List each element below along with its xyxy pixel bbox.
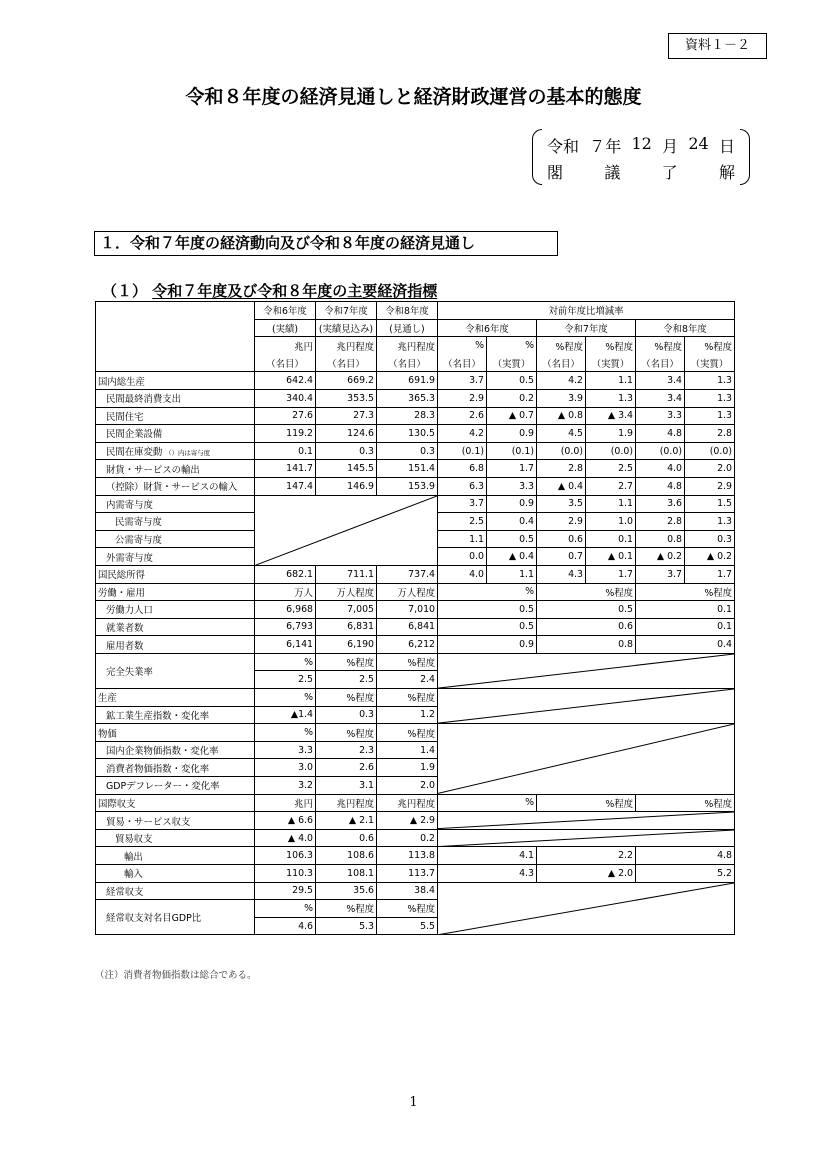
- cell: 1.9: [377, 759, 438, 777]
- cell: 353.5: [316, 389, 377, 407]
- subsection-heading: [102, 280, 437, 301]
- cell: 691.9: [377, 372, 438, 390]
- cell: 0.6: [537, 530, 586, 548]
- cell: 119.2: [255, 425, 316, 443]
- cell: 3.0: [255, 759, 316, 777]
- cell: 3.2: [255, 777, 316, 795]
- cell: 27.3: [316, 407, 377, 425]
- date-part: 24: [688, 134, 709, 153]
- cell: 130.5: [377, 425, 438, 443]
- unit: %程度: [537, 583, 636, 601]
- row-label: 公需寄与度: [96, 530, 255, 548]
- cell: 2.2: [537, 847, 636, 865]
- table-row: [96, 865, 735, 883]
- unit: %程度: [316, 900, 377, 918]
- cell: 0.3: [316, 706, 377, 724]
- col-sub: (見通し): [377, 319, 438, 337]
- cell: 4.6: [255, 917, 316, 935]
- cell: 4.3: [438, 865, 537, 883]
- row-label: 国民総所得: [96, 565, 255, 583]
- cell: ▲ 2.1: [316, 812, 377, 830]
- cabinet-decision: [547, 160, 735, 183]
- table-row: [96, 583, 735, 601]
- cell: 6,831: [316, 618, 377, 636]
- cell: ▲ 6.6: [255, 812, 316, 830]
- cell: (0.1): [438, 442, 487, 460]
- cell: 113.8: [377, 847, 438, 865]
- table-footnote: （注）消費者物価指数は総合である。: [95, 970, 257, 981]
- cell: 0.3: [685, 530, 735, 548]
- cell: ▲1.4: [255, 706, 316, 724]
- col-fy8: 令和8年度: [377, 302, 438, 320]
- row-label: 雇用者数: [96, 636, 255, 654]
- cell: 2.9: [438, 389, 487, 407]
- table-row: [96, 442, 735, 460]
- cell: 3.3: [636, 407, 685, 425]
- cell: 6.3: [438, 477, 487, 495]
- cell: 1.9: [586, 425, 636, 443]
- real-label: （実質）: [487, 354, 537, 372]
- table-row: [96, 460, 735, 478]
- unit: %程度: [586, 337, 636, 355]
- row-label: GDPデフレーター・変化率: [96, 777, 255, 795]
- cell: 6,841: [377, 618, 438, 636]
- section-heading: １．令和７年度の経済動向及び令和８年度の経済見通し: [94, 231, 558, 256]
- cell: 2.0: [685, 460, 735, 478]
- cabinet-date: [547, 134, 735, 157]
- cell: 4.8: [636, 477, 685, 495]
- decision-char: 閣: [547, 163, 564, 182]
- cell: 6,793: [255, 618, 316, 636]
- diagonal-blank-cell: [438, 689, 735, 724]
- cell: 27.6: [255, 407, 316, 425]
- unit: %程度: [316, 653, 377, 671]
- col-fy7: 令和7年度: [316, 302, 377, 320]
- cell: 0.8: [636, 530, 685, 548]
- cell: 5.2: [636, 865, 735, 883]
- diagonal-blank-cell: [255, 495, 438, 565]
- cell: 2.9: [685, 477, 735, 495]
- table-row: [96, 882, 735, 900]
- cell: 3.6: [636, 495, 685, 513]
- table-row: [96, 689, 735, 707]
- cell: 29.5: [255, 882, 316, 900]
- row-label: 民間最終消費支出: [96, 389, 255, 407]
- cell: 2.7: [586, 477, 636, 495]
- table-row: [96, 565, 735, 583]
- cell: (0.0): [636, 442, 685, 460]
- cell: 5.3: [316, 917, 377, 935]
- row-label: 経常収支対名目GDP比: [96, 900, 255, 935]
- cabinet-decision-stamp: [532, 129, 750, 185]
- cell: 1.4: [377, 741, 438, 759]
- cell: 711.1: [316, 565, 377, 583]
- cell: 3.9: [537, 389, 586, 407]
- unit: %: [255, 724, 316, 742]
- decision-char: 議: [604, 163, 621, 182]
- row-label: 輸出: [96, 847, 255, 865]
- row-label: 国際収支: [96, 794, 255, 812]
- cell: 110.3: [255, 865, 316, 883]
- cell: 1.3: [586, 389, 636, 407]
- row-label: （控除）財貨・サービスの輸入: [96, 477, 255, 495]
- col-growth-fy8: 令和8年度: [636, 319, 735, 337]
- table-row: [96, 389, 735, 407]
- cell: 38.4: [377, 882, 438, 900]
- diagonal-blank-cell: [438, 882, 735, 935]
- cell: (0.1): [487, 442, 537, 460]
- cell: 28.3: [377, 407, 438, 425]
- unit: %程度: [636, 794, 735, 812]
- row-label: 民間企業設備: [96, 425, 255, 443]
- row-label: 就業者数: [96, 618, 255, 636]
- cell: 5.5: [377, 917, 438, 935]
- real-label: （実質）: [685, 354, 735, 372]
- nominal-label: （名目）: [636, 354, 685, 372]
- row-label: 物価: [96, 724, 255, 742]
- cell: ▲ 4.0: [255, 829, 316, 847]
- cell: 6.8: [438, 460, 487, 478]
- cell: 3.7: [438, 495, 487, 513]
- cell: 108.1: [316, 865, 377, 883]
- cell: 2.8: [685, 425, 735, 443]
- cell: 1.0: [586, 513, 636, 531]
- cell: 3.4: [636, 372, 685, 390]
- left-bracket: [532, 129, 542, 185]
- date-part: 12: [631, 134, 652, 153]
- cell: ▲ 3.4: [586, 407, 636, 425]
- cell: (0.0): [685, 442, 735, 460]
- unit: %: [438, 583, 537, 601]
- cell: 669.2: [316, 372, 377, 390]
- nominal-label: （名目）: [255, 354, 316, 372]
- unit: %程度: [636, 337, 685, 355]
- nominal-label: （名目）: [316, 354, 377, 372]
- cell: 7,005: [316, 601, 377, 619]
- col-growth-fy6: 令和6年度: [438, 319, 537, 337]
- date-part: 月: [662, 137, 679, 156]
- table-row: [96, 495, 735, 513]
- row-label-text: 民間在庫変動: [106, 447, 163, 459]
- cell: 0.4: [487, 513, 537, 531]
- cell: 2.5: [255, 671, 316, 689]
- unit: %程度: [537, 794, 636, 812]
- cell: 6,141: [255, 636, 316, 654]
- cell: 146.9: [316, 477, 377, 495]
- cell: 147.4: [255, 477, 316, 495]
- unit: 兆円: [255, 337, 316, 355]
- cell: 0.9: [487, 425, 537, 443]
- cell: 2.8: [636, 513, 685, 531]
- decision-char: 解: [718, 163, 735, 182]
- cell: 4.2: [537, 372, 586, 390]
- col-sub: (実績): [255, 319, 316, 337]
- cell: 365.3: [377, 389, 438, 407]
- document-reference-label: 資料１－２: [668, 33, 767, 59]
- unit: %: [255, 653, 316, 671]
- cell: ▲ 2.9: [377, 812, 438, 830]
- cell: 0.9: [487, 495, 537, 513]
- cell: 6,190: [316, 636, 377, 654]
- row-label: 鉱工業生産指数・変化率: [96, 706, 255, 724]
- unit: 兆円程度: [377, 794, 438, 812]
- cell: 153.9: [377, 477, 438, 495]
- cell: (0.0): [537, 442, 586, 460]
- page-title: 令和８年度の経済見通しと経済財政運営の基本的態度: [185, 86, 642, 108]
- cell: 340.4: [255, 389, 316, 407]
- cell: 0.2: [377, 829, 438, 847]
- row-label: 経常収支: [96, 882, 255, 900]
- cell: ▲ 0.8: [537, 407, 586, 425]
- cell: 3.5: [537, 495, 586, 513]
- cell: (0.0): [586, 442, 636, 460]
- cell: 151.4: [377, 460, 438, 478]
- cell: 1.1: [438, 530, 487, 548]
- diagonal-blank-cell: [438, 829, 735, 847]
- cell: 2.8: [537, 460, 586, 478]
- economic-indicators-table: [95, 301, 735, 935]
- table-row: [96, 425, 735, 443]
- col-fy6: 令和6年度: [255, 302, 316, 320]
- cell: 1.7: [586, 565, 636, 583]
- cell: 0.5: [438, 601, 537, 619]
- row-label: 外需寄与度: [96, 548, 255, 566]
- header-blank: [96, 302, 255, 372]
- cell: 3.7: [636, 565, 685, 583]
- table-row: [96, 847, 735, 865]
- unit: %: [438, 794, 537, 812]
- unit: %程度: [316, 689, 377, 707]
- cell: 0.5: [487, 530, 537, 548]
- cell: 0.1: [636, 601, 735, 619]
- cell: 2.5: [586, 460, 636, 478]
- unit: 万人程度: [377, 583, 438, 601]
- nominal-label: （名目）: [438, 354, 487, 372]
- subsection-number: （１）: [102, 282, 148, 300]
- row-note: （）内は寄与度: [165, 449, 210, 458]
- cell: 0.0: [438, 548, 487, 566]
- cell: 35.6: [316, 882, 377, 900]
- cell: 106.3: [255, 847, 316, 865]
- cell: 4.0: [438, 565, 487, 583]
- cell: 2.5: [316, 671, 377, 689]
- nominal-label: （名目）: [377, 354, 438, 372]
- table-row: [96, 618, 735, 636]
- col-sub: (実績見込み): [316, 319, 377, 337]
- cell: ▲ 0.4: [537, 477, 586, 495]
- cell: 0.6: [316, 829, 377, 847]
- cell: 1.2: [377, 706, 438, 724]
- cell: 0.4: [636, 636, 735, 654]
- cell: ▲ 0.1: [586, 548, 636, 566]
- cell: 2.4: [377, 671, 438, 689]
- cell: 0.5: [487, 372, 537, 390]
- cell: 2.0: [377, 777, 438, 795]
- unit: %程度: [537, 337, 586, 355]
- cell: 1.1: [586, 495, 636, 513]
- unit: 兆円程度: [316, 337, 377, 355]
- cell: 1.7: [487, 460, 537, 478]
- unit: 万人程度: [316, 583, 377, 601]
- unit: %程度: [685, 337, 735, 355]
- diagonal-blank-cell: [438, 653, 735, 688]
- table-row: [96, 829, 735, 847]
- cell: ▲ 0.2: [636, 548, 685, 566]
- unit: %程度: [636, 583, 735, 601]
- cell: 0.3: [316, 442, 377, 460]
- cell: 2.6: [316, 759, 377, 777]
- table-row: [96, 794, 735, 812]
- row-label: 国内企業物価指数・変化率: [96, 741, 255, 759]
- table-row: [96, 812, 735, 830]
- cell: 6,212: [377, 636, 438, 654]
- unit: %: [255, 900, 316, 918]
- unit: 兆円程度: [377, 337, 438, 355]
- col-growth-fy7: 令和7年度: [537, 319, 636, 337]
- cell: 3.4: [636, 389, 685, 407]
- cell: 0.3: [377, 442, 438, 460]
- cell: 145.5: [316, 460, 377, 478]
- cell: 0.5: [438, 618, 537, 636]
- row-label: 貿易収支: [96, 829, 255, 847]
- cell: 1.1: [487, 565, 537, 583]
- cell: 4.2: [438, 425, 487, 443]
- unit: 兆円程度: [316, 794, 377, 812]
- cell: 4.8: [636, 425, 685, 443]
- cell: 4.5: [537, 425, 586, 443]
- date-part: ７年: [589, 137, 622, 156]
- unit: %: [438, 337, 487, 355]
- cell: 7,010: [377, 601, 438, 619]
- cell: 0.7: [537, 548, 586, 566]
- col-growth: 対前年度比増減率: [438, 302, 735, 320]
- cell: 113.7: [377, 865, 438, 883]
- cell: 3.3: [487, 477, 537, 495]
- unit: 万人: [255, 583, 316, 601]
- unit: %程度: [377, 900, 438, 918]
- row-label: 生産: [96, 689, 255, 707]
- cell: 2.6: [438, 407, 487, 425]
- table-row: [96, 477, 735, 495]
- cell: 124.6: [316, 425, 377, 443]
- table-row: [96, 372, 735, 390]
- cell: 108.6: [316, 847, 377, 865]
- cell: 1.3: [685, 513, 735, 531]
- unit: %: [487, 337, 537, 355]
- row-label: 民需寄与度: [96, 513, 255, 531]
- decision-char: 了: [661, 163, 678, 182]
- diagonal-blank-cell: [438, 724, 735, 794]
- unit: %程度: [377, 689, 438, 707]
- row-label: 消費者物価指数・変化率: [96, 759, 255, 777]
- table-row: [96, 601, 735, 619]
- cell: 3.3: [255, 741, 316, 759]
- cell: 682.1: [255, 565, 316, 583]
- row-label: 内需寄与度: [96, 495, 255, 513]
- cell: 1.1: [586, 372, 636, 390]
- cell: ▲ 0.4: [487, 548, 537, 566]
- cell: 141.7: [255, 460, 316, 478]
- row-label: 貿易・サービス収支: [96, 812, 255, 830]
- table-row: [96, 653, 735, 671]
- row-label: 輸入: [96, 865, 255, 883]
- row-label: 民間住宅: [96, 407, 255, 425]
- cell: 1.3: [685, 407, 735, 425]
- cell: 1.5: [685, 495, 735, 513]
- date-part: 日: [718, 137, 735, 156]
- unit: %程度: [377, 724, 438, 742]
- cell: 2.5: [438, 513, 487, 531]
- unit: %程度: [316, 724, 377, 742]
- cell: 4.3: [537, 565, 586, 583]
- table-row: [96, 636, 735, 654]
- page-number: 1: [409, 1095, 418, 1110]
- nominal-label: （名目）: [537, 354, 586, 372]
- cell: 0.6: [537, 618, 636, 636]
- cell: 642.4: [255, 372, 316, 390]
- right-bracket: [740, 129, 750, 185]
- row-label: 財貨・サービスの輸出: [96, 460, 255, 478]
- cell: 4.1: [438, 847, 537, 865]
- date-part: 令和: [547, 137, 580, 156]
- cell: 737.4: [377, 565, 438, 583]
- cell: 3.7: [438, 372, 487, 390]
- cell: 0.1: [586, 530, 636, 548]
- subsection-title: 令和７年度及び令和８年度の主要経済指標: [152, 282, 438, 300]
- cell: ▲ 0.2: [685, 548, 735, 566]
- cell: 1.7: [685, 565, 735, 583]
- unit: %: [255, 689, 316, 707]
- row-label: 完全失業率: [96, 653, 255, 688]
- cell: 0.1: [636, 618, 735, 636]
- cell: 0.8: [537, 636, 636, 654]
- table-row: [96, 407, 735, 425]
- cell: ▲ 0.7: [487, 407, 537, 425]
- cell: 2.3: [316, 741, 377, 759]
- cell: 0.1: [255, 442, 316, 460]
- header-row: [96, 302, 735, 320]
- row-label: 労働・雇用: [96, 583, 255, 601]
- real-label: （実質）: [586, 354, 636, 372]
- cell: 3.1: [316, 777, 377, 795]
- diagonal-blank-cell: [438, 812, 735, 830]
- cell: 0.2: [487, 389, 537, 407]
- cell: 4.8: [636, 847, 735, 865]
- cell: 0.9: [438, 636, 537, 654]
- cell: 1.3: [685, 372, 735, 390]
- row-label: 労働力人口: [96, 601, 255, 619]
- cell: 4.0: [636, 460, 685, 478]
- cell: 0.5: [537, 601, 636, 619]
- row-label: 国内総生産: [96, 372, 255, 390]
- row-label: [96, 442, 255, 460]
- unit: 兆円: [255, 794, 316, 812]
- table-row: [96, 724, 735, 742]
- cell: ▲ 2.0: [537, 865, 636, 883]
- cell: 2.9: [537, 513, 586, 531]
- cell: 1.3: [685, 389, 735, 407]
- cell: 6,968: [255, 601, 316, 619]
- unit: %程度: [377, 653, 438, 671]
